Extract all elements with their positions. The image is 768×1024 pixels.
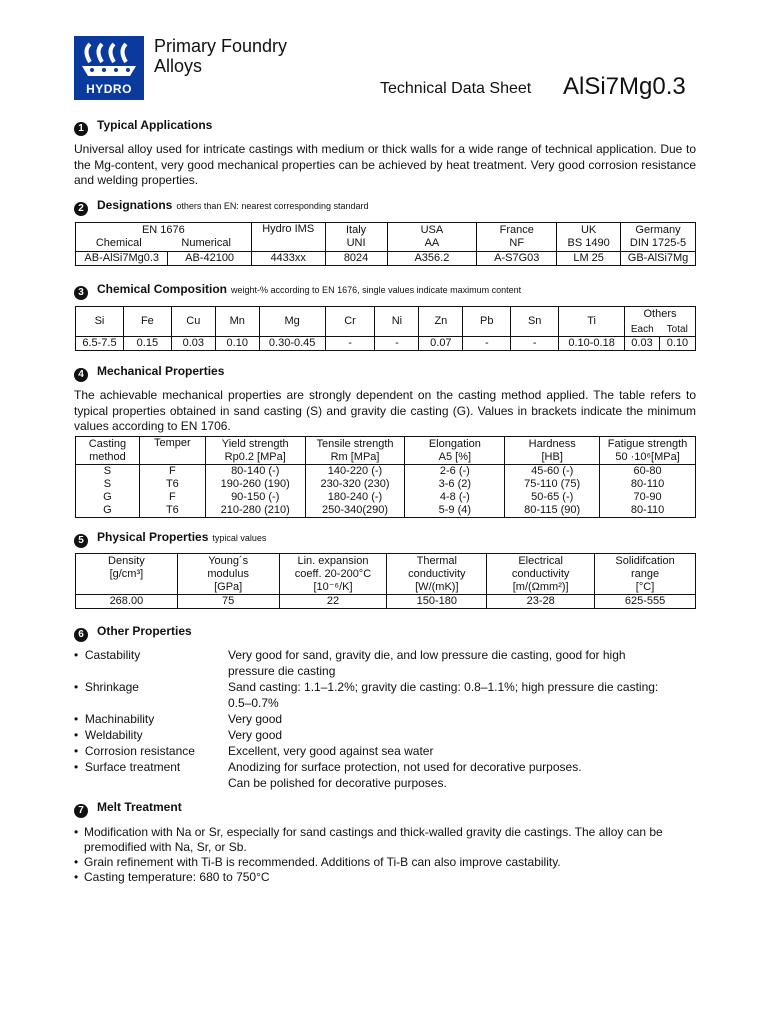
physical-header: Solidifcation range [°C] [595, 554, 696, 595]
section-title: Melt Treatment [97, 800, 182, 814]
composition-value: 0.15 [123, 336, 171, 350]
designation-value: A356.2 [387, 252, 477, 266]
designation-value: A-S7G03 [477, 252, 557, 266]
others-header: Others [625, 307, 696, 323]
list-item: • Surface treatment Anodizing for surface protection, not used for decorative purposes. Can be polished for decorative purposes. [74, 759, 668, 791]
section-title: Chemical Composition [97, 282, 228, 296]
property-key: Surface treatment [84, 760, 181, 774]
property-value: Sand casting: 1.1–1.2%; gravity die casting: 0.8–1.1%; high pressure die casting: [228, 680, 659, 694]
mech-header: Temper [139, 437, 205, 465]
physical-value: 75 [177, 595, 279, 609]
section-heading-mechanical [74, 364, 224, 380]
property-value: pressure die casting [228, 664, 336, 678]
mechanical-text: The achievable mechanical properties are strongly dependent on the casting method applied. The table refers to typical properties obtained in sand casting (S) and gravity die casting (G). Values in brackets indicate the minimum values according to EN 1706. [74, 388, 696, 433]
section-note: weight-% according to EN 1676, single values indicate maximum content [231, 285, 522, 295]
mech-header: Casting method [76, 437, 140, 465]
viking-ship-icon [74, 36, 144, 86]
list-item: • Weldability Very good [74, 727, 668, 743]
section-title: Physical Properties [97, 530, 209, 544]
mech-header: Hardness [HB] [505, 437, 600, 465]
section-title: Mechanical Properties [97, 364, 225, 378]
property-key: Castability [84, 648, 141, 662]
header-title-line1: Primary Foundry [154, 36, 288, 56]
property-value: Very good [228, 728, 283, 742]
designation-header-hydro: Hydro IMS [251, 223, 325, 252]
designation-value: LM 25 [557, 252, 621, 266]
composition-value: - [511, 336, 559, 350]
mech-header: Fatigue strength 50 ·10⁶[MPa] [600, 437, 696, 465]
element-header: Pb [463, 307, 511, 337]
designation-header-italy: Italy UNI [325, 223, 387, 252]
designation-header-france: France NF [477, 223, 557, 252]
physical-header: Electrical conductivity [m/(Ωmm²)] [487, 554, 595, 595]
property-key: Weldability [84, 728, 143, 742]
mech-col-fatigue: 60-80 80-110 70-90 80-110 [600, 465, 696, 518]
property-value: 0.5–0.7% [228, 696, 279, 710]
others-each-header: Each [625, 323, 660, 337]
mechanical-table [75, 436, 696, 518]
composition-value: - [463, 336, 511, 350]
property-value: Very good [228, 712, 283, 726]
melt-item-text: Grain refinement with Ti-B is recommended. Additions of Ti-B can also improve castability. [84, 855, 561, 869]
property-value: Anodizing for surface protection, not used for decorative purposes. [228, 760, 582, 774]
list-item: • Castability Very good for sand, gravity die, and low pressure die casting, good for high pressure die casting [74, 647, 668, 679]
element-header: Zn [419, 307, 463, 337]
section-number: 5 [74, 534, 88, 548]
section-heading-physical [74, 530, 266, 546]
section-number: 3 [74, 286, 88, 300]
composition-value: 0.10-0.18 [559, 336, 625, 350]
physical-value: 625-555 [595, 595, 696, 609]
section-number: 7 [74, 804, 88, 818]
mech-col-temper: F T6 F T6 [139, 465, 205, 518]
list-item: • Machinability Very good [74, 711, 668, 727]
composition-value: 0.10 [659, 336, 695, 350]
section-heading-other [74, 624, 192, 640]
designation-value: 4433xx [251, 252, 325, 266]
section-note: typical values [212, 533, 267, 543]
designation-value: AB-AlSi7Mg0.3 AB-42100 [76, 252, 252, 266]
designation-header-en: EN 1676 Chemical Numerical [76, 223, 252, 252]
composition-value: - [325, 336, 375, 350]
physical-header: Lin. expansion coeff. 20-200°C [10⁻⁶/K] [279, 554, 387, 595]
composition-value: 0.07 [419, 336, 463, 350]
section-number: 2 [74, 202, 88, 216]
mech-header: Elongation A5 [%] [405, 437, 505, 465]
physical-table [75, 553, 696, 609]
element-header: Mn [215, 307, 259, 337]
designation-header-germany: Germany DIN 1725-5 [621, 223, 696, 252]
list-item: • Modification with Na or Sr, especially for sand castings and thick-walled gravity die castings. The alloy can be premodified with Na, Sr, or Sb. [74, 825, 694, 855]
property-key: Machinability [84, 712, 155, 726]
mech-col-method: S S G G [76, 465, 140, 518]
composition-table [75, 306, 696, 351]
section-number: 1 [74, 122, 88, 136]
element-header: Mg [259, 307, 325, 337]
physical-value: 150-180 [387, 595, 487, 609]
property-value: Excellent, very good against sea water [228, 744, 434, 758]
list-item: • Casting temperature: 680 to 750°C [74, 870, 270, 884]
property-value: Can be polished for decorative purposes. [228, 776, 447, 790]
section-heading-melt [74, 800, 182, 816]
property-value: Very good for sand, gravity die, and low pressure die casting, good for high [228, 648, 626, 662]
section-number: 6 [74, 628, 88, 642]
melt-item-text: Casting temperature: 680 to 750°C [84, 870, 270, 884]
mech-header: Tensile strength Rm [MPa] [305, 437, 405, 465]
mech-col-yield: 80-140 (-) 190-260 (190) 90-150 (-) 210-280 (210) [205, 465, 305, 518]
applications-text: Universal alloy used for intricate castings with medium or thick walls for a wide range of technical application. Due to the Mg-content, very good mechanical properties can be achieved by heat treatment. Very good corrosion resistance and welding properties. [74, 142, 696, 187]
section-number: 4 [74, 368, 88, 382]
composition-value: 6.5-7.5 [76, 336, 124, 350]
element-header: Cu [171, 307, 215, 337]
composition-value: - [375, 336, 419, 350]
doc-type: Technical Data Sheet [380, 80, 532, 97]
designations-table [75, 222, 696, 266]
composition-value: 0.03 [625, 336, 660, 350]
composition-value: 0.30-0.45 [259, 336, 325, 350]
property-key: Corrosion resistance [84, 744, 195, 758]
section-heading-applications [74, 118, 212, 134]
element-header: Sn [511, 307, 559, 337]
mech-data-row [76, 465, 696, 518]
alloy-name: AlSi7Mg0.3 [563, 73, 686, 100]
element-header: Cr [325, 307, 375, 337]
logo-text: HYDRO [86, 82, 132, 96]
section-note: others than EN: nearest corresponding standard [176, 201, 369, 211]
melt-item-text: Modification with Na or Sr, especially for sand castings and thick-walled gravity die castings. The alloy can be premodified with Na, Sr, or Sb. [84, 825, 663, 854]
mech-col-hardness: 45-60 (-) 75-110 (75) 50-65 (-) 80-115 (90) [505, 465, 600, 518]
designation-value: GB-AlSi7Mg [621, 252, 696, 266]
section-heading-designations [74, 198, 368, 214]
list-item: • Shrinkage Sand casting: 1.1–1.2%; gravity die casting: 0.8–1.1%; high pressure die casting: 0.5–0.7% [74, 679, 668, 711]
mech-header: Yield strength Rp0.2 [MPa] [205, 437, 305, 465]
header-title-line2: Alloys [154, 56, 203, 76]
list-item: • Grain refinement with Ti-B is recommended. Additions of Ti-B can also improve castability. [74, 855, 561, 869]
mech-col-elongation: 2-6 (-) 3-6 (2) 4-8 (-) 5-9 (4) [405, 465, 505, 518]
physical-value: 22 [279, 595, 387, 609]
section-title: Typical Applications [97, 118, 213, 132]
physical-header: Young´s modulus [GPa] [177, 554, 279, 595]
element-header: Ti [559, 307, 625, 337]
hydro-logo [74, 36, 144, 100]
physical-header: Thermal conductivity [W/(mK)] [387, 554, 487, 595]
header-title [154, 36, 287, 76]
element-header: Si [76, 307, 124, 337]
designation-header-usa: USA AA [387, 223, 477, 252]
physical-header: Density [g/cm³] [76, 554, 178, 595]
physical-value: 268.00 [76, 595, 178, 609]
property-key: Shrinkage [84, 680, 139, 694]
melt-treatment-list [74, 825, 694, 885]
list-item: • Corrosion resistance Excellent, very good against sea water [74, 743, 668, 759]
element-header: Ni [375, 307, 419, 337]
designation-header-uk: UK BS 1490 [557, 223, 621, 252]
section-title: Other Properties [97, 624, 192, 638]
section-title: Designations [97, 198, 173, 212]
composition-value: 0.03 [171, 336, 215, 350]
element-header: Fe [123, 307, 171, 337]
other-properties-list [74, 647, 668, 791]
others-total-header: Total [659, 323, 695, 337]
designation-value: 8024 [325, 252, 387, 266]
physical-value: 23-28 [487, 595, 595, 609]
section-heading-composition [74, 282, 521, 298]
composition-value: 0.10 [215, 336, 259, 350]
mech-col-tensile: 140-220 (-) 230-320 (230) 180-240 (-) 250-340(290) [305, 465, 405, 518]
